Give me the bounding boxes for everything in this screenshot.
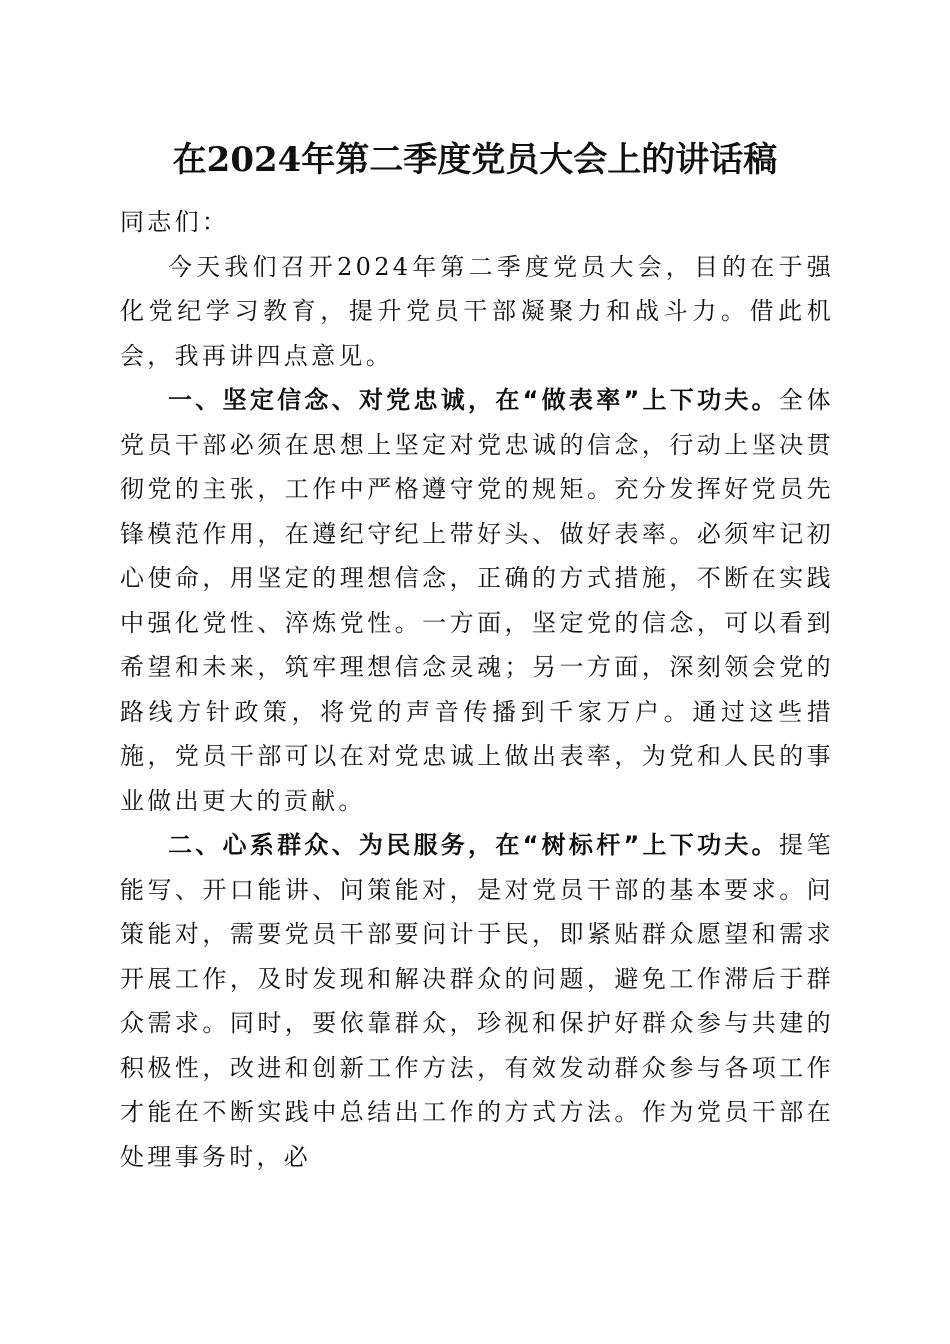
paragraph-intro bbox=[120, 245, 834, 379]
document-title: 在2024年第二季度党员大会上的讲话稿 bbox=[172, 140, 778, 180]
paragraph-heading: 二、心系群众、为民服务，在“树标杆”上下功夫。 bbox=[168, 831, 779, 859]
paragraph-text: 今天我们召开2024年第二季度党员大会，目的在于强化党纪学习教育，提升党员干部凝聚力和战斗力。借此机会，我再讲四点意见。 bbox=[120, 252, 834, 370]
salutation: 同志们： bbox=[120, 208, 230, 236]
paragraph-text: 全体党员干部必须在思想上坚定对党忠诚的信念，行动上坚决贯彻党的主张，工作中严格遵守党的规矩。充分发挥好党员先锋模范作用，在遵纪守纪上带好头、做好表率。必须牢记初心使命，用坚定的理想信念，正确的方式措施，不断在实践中强化党性、淬炼党性。一方面，坚定党的信念，可以看到希望和未来，筑牢理想信念灵魂；另一方面，深刻领会党的路线方针政策，将党的声音传播到千家万户。通过这些措施，党员干部可以在对党忠诚上做出表率，为党和人民的事业做出更大的贡献。 bbox=[120, 386, 834, 815]
paragraph-point-one bbox=[120, 378, 834, 823]
document-body bbox=[120, 200, 834, 1179]
paragraph-text: 提笔能写、开口能讲、问策能对，是对党员干部的基本要求。问策能对，需要党员干部要问计于民，即紧贴群众愿望和需求开展工作，及时发现和解决群众的问题，避免工作滞后于群众需求。同时，要依靠群众，珍视和保护好群众参与共建的积极性，改进和创新工作方法，有效发动群众参与各项工作才能在不断实践中总结出工作的方式方法。作为党员干部在处理事务时，必 bbox=[120, 831, 834, 1171]
paragraph-heading: 一、坚定信念、对党忠诚，在“做表率”上下功夫。 bbox=[168, 386, 779, 414]
paragraph-point-two bbox=[120, 823, 834, 1179]
